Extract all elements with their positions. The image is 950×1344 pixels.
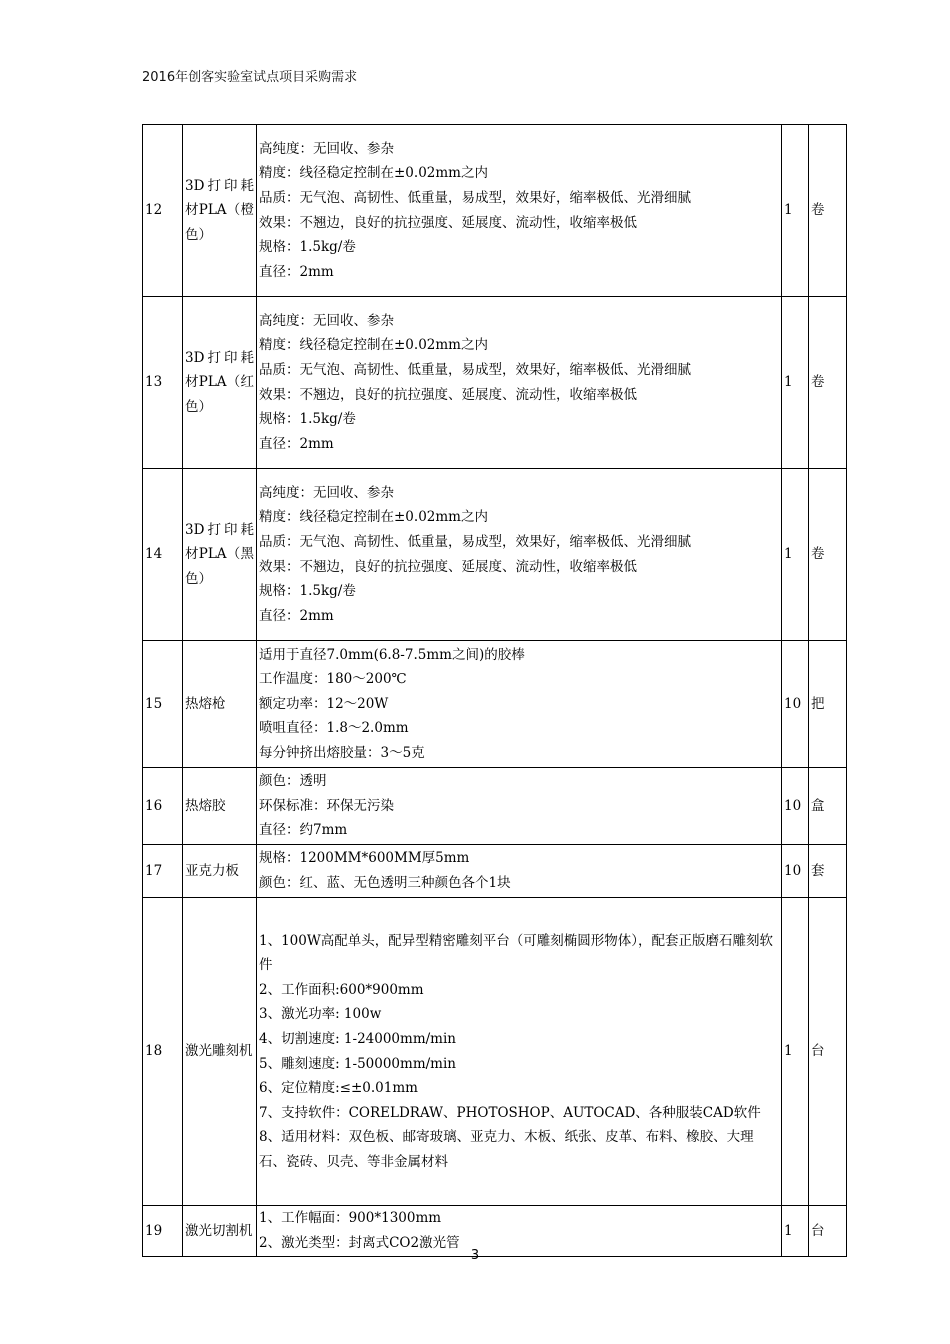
spec-line: 直径：2mm bbox=[259, 263, 334, 280]
item-unit: 套 bbox=[809, 845, 847, 898]
spec-line: 喷咀直径：1.8～2.0mm bbox=[259, 720, 409, 737]
item-number: 17 bbox=[143, 845, 183, 898]
spec-line: 每分钟挤出熔胶量：3～5克 bbox=[259, 744, 425, 761]
spec-line: 效果：不翘边，良好的抗拉强度、延展度、流动性，收缩率极低 bbox=[259, 214, 637, 231]
item-unit: 台 bbox=[809, 1206, 847, 1257]
item-spec bbox=[257, 845, 782, 898]
table-row bbox=[143, 125, 847, 297]
spec-line: 精度：线径稳定控制在±0.02mm之内 bbox=[259, 509, 488, 526]
spec-line: 4、切割速度: 1-24000mm/min bbox=[259, 1030, 456, 1047]
spec-line: 规格：1.5kg/卷 bbox=[259, 583, 356, 600]
page-number: 3 bbox=[470, 1248, 480, 1263]
spec-line: 3、激光功率: 100w bbox=[259, 1006, 382, 1023]
item-unit: 卷 bbox=[809, 125, 847, 297]
item-quantity: 10 bbox=[782, 845, 809, 898]
spec-line: 1、工作幅面：900*1300mm bbox=[259, 1210, 442, 1227]
item-quantity: 1 bbox=[782, 297, 809, 469]
item-number: 19 bbox=[143, 1206, 183, 1257]
table-row bbox=[143, 469, 847, 641]
item-name: 激光雕刻机 bbox=[183, 898, 257, 1206]
item-quantity: 1 bbox=[782, 898, 809, 1206]
item-name: 激光切割机 bbox=[183, 1206, 257, 1257]
document-header: 2016年创客实验室试点项目采购需求 bbox=[142, 70, 358, 85]
item-number: 12 bbox=[143, 125, 183, 297]
spec-line: 直径：2mm bbox=[259, 607, 334, 624]
spec-line: 高纯度：无回收、参杂 bbox=[259, 140, 394, 157]
item-unit: 盒 bbox=[809, 768, 847, 845]
item-number: 13 bbox=[143, 297, 183, 469]
spec-line: 直径：2mm bbox=[259, 435, 334, 452]
item-name: 热熔枪 bbox=[183, 641, 257, 768]
item-spec bbox=[257, 768, 782, 845]
spec-line: 2、工作面积:600*900mm bbox=[259, 981, 424, 998]
table-row bbox=[143, 845, 847, 898]
item-unit: 卷 bbox=[809, 469, 847, 641]
spec-line: 品质：无气泡、高韧性、低重量，易成型，效果好，缩率极低、光滑细腻 bbox=[259, 189, 691, 206]
spec-line: 规格：1.5kg/卷 bbox=[259, 239, 356, 256]
spec-line: 精度：线径稳定控制在±0.02mm之内 bbox=[259, 165, 488, 182]
item-name: 亚克力板 bbox=[183, 845, 257, 898]
item-number: 18 bbox=[143, 898, 183, 1206]
item-quantity: 1 bbox=[782, 1206, 809, 1257]
item-name: 3D打印耗材PLA（橙色） bbox=[183, 125, 257, 297]
table-row bbox=[143, 641, 847, 768]
item-number: 16 bbox=[143, 768, 183, 845]
spec-line: 7、支持软件：CORELDRAW、PHOTOSHOP、AUTOCAD、各种服装CAD软件 bbox=[259, 1104, 761, 1121]
item-name: 3D打印耗材PLA（红色） bbox=[183, 297, 257, 469]
item-quantity: 1 bbox=[782, 125, 809, 297]
item-quantity: 1 bbox=[782, 469, 809, 641]
item-spec bbox=[257, 641, 782, 768]
spec-line: 额定功率：12～20W bbox=[259, 695, 389, 712]
spec-line: 高纯度：无回收、参杂 bbox=[259, 484, 394, 501]
item-unit: 台 bbox=[809, 898, 847, 1206]
item-name: 3D打印耗材PLA（黑色） bbox=[183, 469, 257, 641]
item-spec bbox=[257, 898, 782, 1206]
spec-line: 5、雕刻速度: 1-50000mm/min bbox=[259, 1055, 456, 1072]
spec-line: 1、100W高配单头，配异型精密雕刻平台（可雕刻椭圆形物体），配套正版磨石雕刻软件 bbox=[259, 932, 773, 974]
spec-line: 适用于直径7.0mm(6.8-7.5mm之间)的胶棒 bbox=[259, 646, 525, 663]
table-row bbox=[143, 898, 847, 1206]
item-unit: 把 bbox=[809, 641, 847, 768]
table-row bbox=[143, 768, 847, 845]
item-spec bbox=[257, 297, 782, 469]
spec-line: 品质：无气泡、高韧性、低重量，易成型，效果好，缩率极低、光滑细腻 bbox=[259, 361, 691, 378]
spec-line: 6、定位精度:≤±0.01mm bbox=[259, 1080, 418, 1097]
item-spec bbox=[257, 125, 782, 297]
item-number: 15 bbox=[143, 641, 183, 768]
spec-line: 效果：不翘边，良好的抗拉强度、延展度、流动性，收缩率极低 bbox=[259, 558, 637, 575]
item-name: 热熔胶 bbox=[183, 768, 257, 845]
spec-line: 规格：1.5kg/卷 bbox=[259, 411, 356, 428]
procurement-table bbox=[142, 124, 847, 1257]
spec-line: 效果：不翘边，良好的抗拉强度、延展度、流动性，收缩率极低 bbox=[259, 386, 637, 403]
spec-line: 8、适用材料：双色板、邮寄玻璃、亚克力、木板、纸张、皮革、布料、橡胶、大理石、瓷砖、贝壳、等非金属材料 bbox=[259, 1129, 754, 1170]
table-row bbox=[143, 297, 847, 469]
spec-line: 环保标准：环保无污染 bbox=[259, 797, 394, 814]
table-body bbox=[143, 125, 847, 1257]
item-quantity: 10 bbox=[782, 768, 809, 845]
spec-line: 品质：无气泡、高韧性、低重量，易成型，效果好，缩率极低、光滑细腻 bbox=[259, 533, 691, 550]
item-spec bbox=[257, 469, 782, 641]
spec-line: 精度：线径稳定控制在±0.02mm之内 bbox=[259, 337, 488, 354]
item-quantity: 10 bbox=[782, 641, 809, 768]
spec-line: 颜色：红、蓝、无色透明三种颜色各个1块 bbox=[259, 875, 511, 891]
spec-line: 2、激光类型：封离式CO2激光管 bbox=[259, 1235, 460, 1251]
spec-line: 规格：1200MM*600MM厚5mm bbox=[259, 850, 470, 867]
spec-line: 直径：约7mm bbox=[259, 822, 348, 839]
spec-line: 高纯度：无回收、参杂 bbox=[259, 312, 394, 329]
spec-line: 工作温度：180～200℃ bbox=[259, 671, 407, 688]
item-unit: 卷 bbox=[809, 297, 847, 469]
item-number: 14 bbox=[143, 469, 183, 641]
spec-line: 颜色：透明 bbox=[259, 773, 327, 790]
